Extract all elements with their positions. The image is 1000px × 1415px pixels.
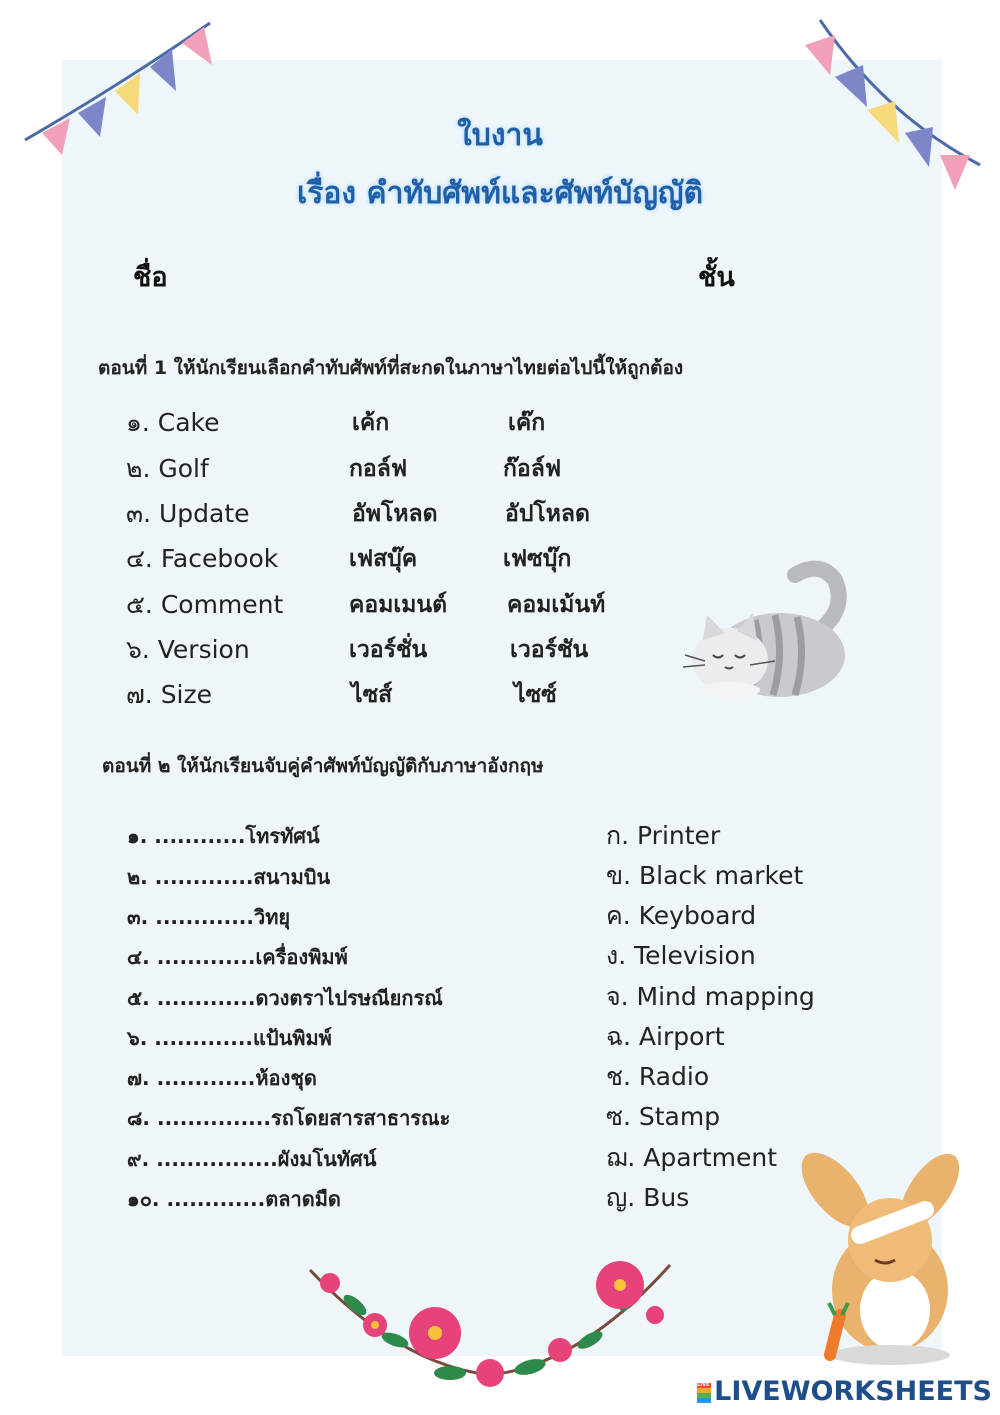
bunny-illustration xyxy=(780,1150,990,1370)
thai-term[interactable]: ๒. .............สนามบิน xyxy=(127,865,331,889)
class-label: ชั้น xyxy=(698,262,735,293)
title-line-2: เรื่อง คำทับศัพท์และศัพท์บัญญัติ xyxy=(297,176,703,211)
part1-choice-a[interactable]: อัพโหลด xyxy=(352,501,438,527)
part1-choice-b[interactable]: คอมเม้นท์ xyxy=(507,592,606,618)
name-label: ชื่อ xyxy=(133,262,168,293)
part1-word: ๑. Cake xyxy=(126,408,220,437)
english-term: จ. Mind mapping xyxy=(606,982,815,1011)
thai-term[interactable]: ๑. ............โทรทัศน์ xyxy=(127,824,320,848)
thai-term[interactable]: ๖. .............แป้นพิมพ์ xyxy=(127,1026,332,1050)
bunting-right-decoration xyxy=(795,15,995,195)
thai-term[interactable]: ๗. .............ห้องชุด xyxy=(127,1066,317,1090)
english-term: ฉ. Airport xyxy=(606,1022,725,1051)
part1-choice-b[interactable]: อัปโหลด xyxy=(505,501,590,527)
floral-decoration xyxy=(300,1245,680,1395)
thai-term[interactable]: ๓. .............วิทยุ xyxy=(127,905,291,929)
thai-term[interactable]: ๔. .............เครื่องพิมพ์ xyxy=(127,945,348,969)
english-term: ซ. Stamp xyxy=(606,1102,721,1131)
part1-choice-b[interactable]: เค๊ก xyxy=(508,410,546,436)
part1-choice-b[interactable]: เฟซบุ๊ก xyxy=(503,546,572,572)
part1-word: ๒. Golf xyxy=(126,454,209,483)
part1-word: ๓. Update xyxy=(126,499,250,528)
flag-5 xyxy=(182,27,212,65)
part1-word: ๖. Version xyxy=(126,635,250,664)
title-line-1: ใบงาน xyxy=(457,118,543,153)
english-term: ฌ. Apartment xyxy=(606,1143,778,1172)
part1-choice-b[interactable]: ไซซ์ xyxy=(514,682,557,708)
english-term: ช. Radio xyxy=(606,1062,710,1091)
part1-choice-a[interactable]: เฟสบุ๊ค xyxy=(349,546,418,572)
english-term: ข. Black market xyxy=(606,861,804,890)
thai-term[interactable]: ๕. .............ดวงตราไปรษณียกรณ์ xyxy=(127,986,443,1010)
sleeping-cat-illustration xyxy=(675,555,855,705)
part1-instruction: ตอนที่ 1 ให้นักเรียนเลือกคำทับศัพท์ที่สะกดในภาษาไทยต่อไปนี้ให้ถูกต้อง xyxy=(98,357,684,379)
english-term: ญ. Bus xyxy=(606,1183,690,1212)
thai-term[interactable]: ๙. ................ผังมโนทัศน์ xyxy=(127,1147,377,1171)
part1-word: ๕. Comment xyxy=(126,590,284,619)
thai-term[interactable]: ๘. ...............รถโดยสารสาธารณะ xyxy=(127,1106,451,1130)
part1-choice-a[interactable]: ไซส์ xyxy=(351,682,393,708)
part1-choice-a[interactable]: เค้ก xyxy=(352,410,390,436)
flag-6 xyxy=(805,35,835,75)
english-term: ง. Television xyxy=(606,941,756,970)
part1-choice-a[interactable]: คอมเมนต์ xyxy=(349,592,448,618)
liveworksheets-brand: LIVEWORKSHEETS xyxy=(714,1376,992,1407)
part1-choice-a[interactable]: เวอร์ชั่น xyxy=(349,637,428,663)
part2-instruction: ตอนที่ ๒ ให้นักเรียนจับคู่คำศัพท์บัญญัติกับภาษาอังกฤษ xyxy=(102,755,544,777)
english-term: ค. Keyboard xyxy=(606,901,757,930)
thai-term[interactable]: ๑๐. .............ตลาดมืด xyxy=(127,1187,341,1211)
part1-choice-b[interactable]: เวอร์ชัน xyxy=(510,637,589,663)
liveworksheets-logo[interactable] xyxy=(697,1376,992,1407)
part1-choice-b[interactable]: ก๊อล์ฟ xyxy=(503,456,562,482)
part1-choice-a[interactable]: กอล์ฟ xyxy=(349,456,408,482)
live-badge-icon: LIVE xyxy=(697,1383,711,1403)
flag-7 xyxy=(835,65,867,107)
english-term: ก. Printer xyxy=(606,821,721,850)
part1-word: ๗. Size xyxy=(126,680,213,709)
part1-word: ๔. Facebook xyxy=(126,544,279,573)
